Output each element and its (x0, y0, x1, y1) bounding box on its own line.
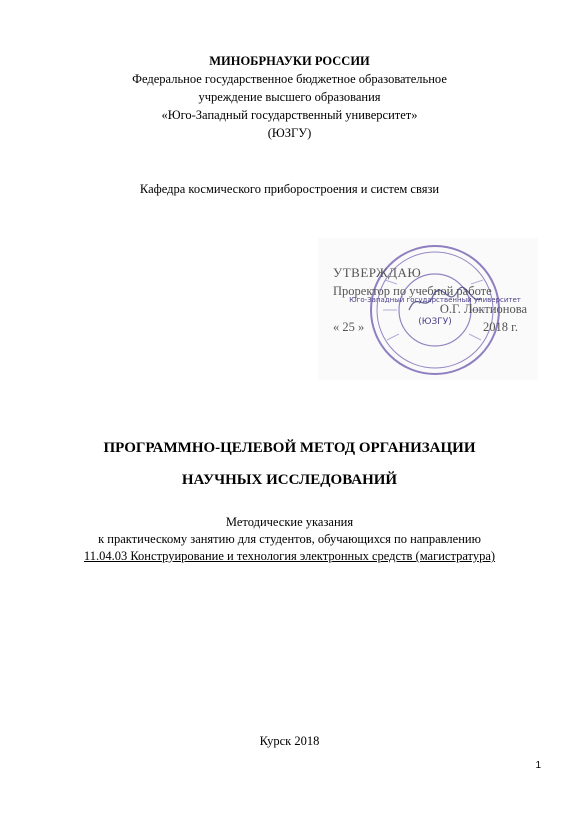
institution-header (0, 52, 579, 142)
seal-abbr-text: (ЮЗГУ) (418, 317, 452, 327)
approval-date-day: « 25 » (333, 320, 365, 334)
seal-university-text: Юго-Западный государственный университет (349, 296, 521, 304)
document-title-line-1: ПРОГРАММНО-ЦЕЛЕВОЙ МЕТОД ОРГАНИЗАЦИИ (103, 440, 476, 456)
institution-level: учреждение высшего образования (198, 90, 381, 104)
university-name: «Юго-Западный государственный университет» (161, 108, 418, 122)
signature-icon (405, 280, 485, 320)
approval-heading: УТВЕРЖДАЮ (333, 265, 422, 280)
approval-signatory: О.Г. Локтионова (439, 302, 527, 316)
document-title-line-2: НАУЧНЫХ ИССЛЕДОВАНИЙ (181, 472, 398, 488)
approval-date-year: 2018 г. (483, 320, 518, 334)
ministry-name: МИНОБРНАУКИ РОССИИ (209, 54, 370, 68)
method-program: 11.04.03 Конструирование и технология электронных средств (магистратура) (83, 549, 496, 563)
university-abbr: (ЮЗГУ) (267, 126, 312, 140)
approval-position: Проректор по учебной работе (333, 284, 492, 298)
approval-date-row (333, 318, 518, 336)
method-audience: к практическому занятию для студентов, обучающихся по направлению (98, 532, 481, 546)
institution-type: Федеральное государственное бюджетное образовательное (132, 72, 447, 86)
city-year: Курск 2018 (259, 734, 320, 748)
page-number: 1 (535, 760, 541, 771)
method-type: Методические указания (225, 515, 354, 529)
document-title (0, 432, 579, 496)
method-description (0, 514, 579, 565)
department-name: Кафедра космического приборостроения и систем связи (139, 182, 440, 196)
